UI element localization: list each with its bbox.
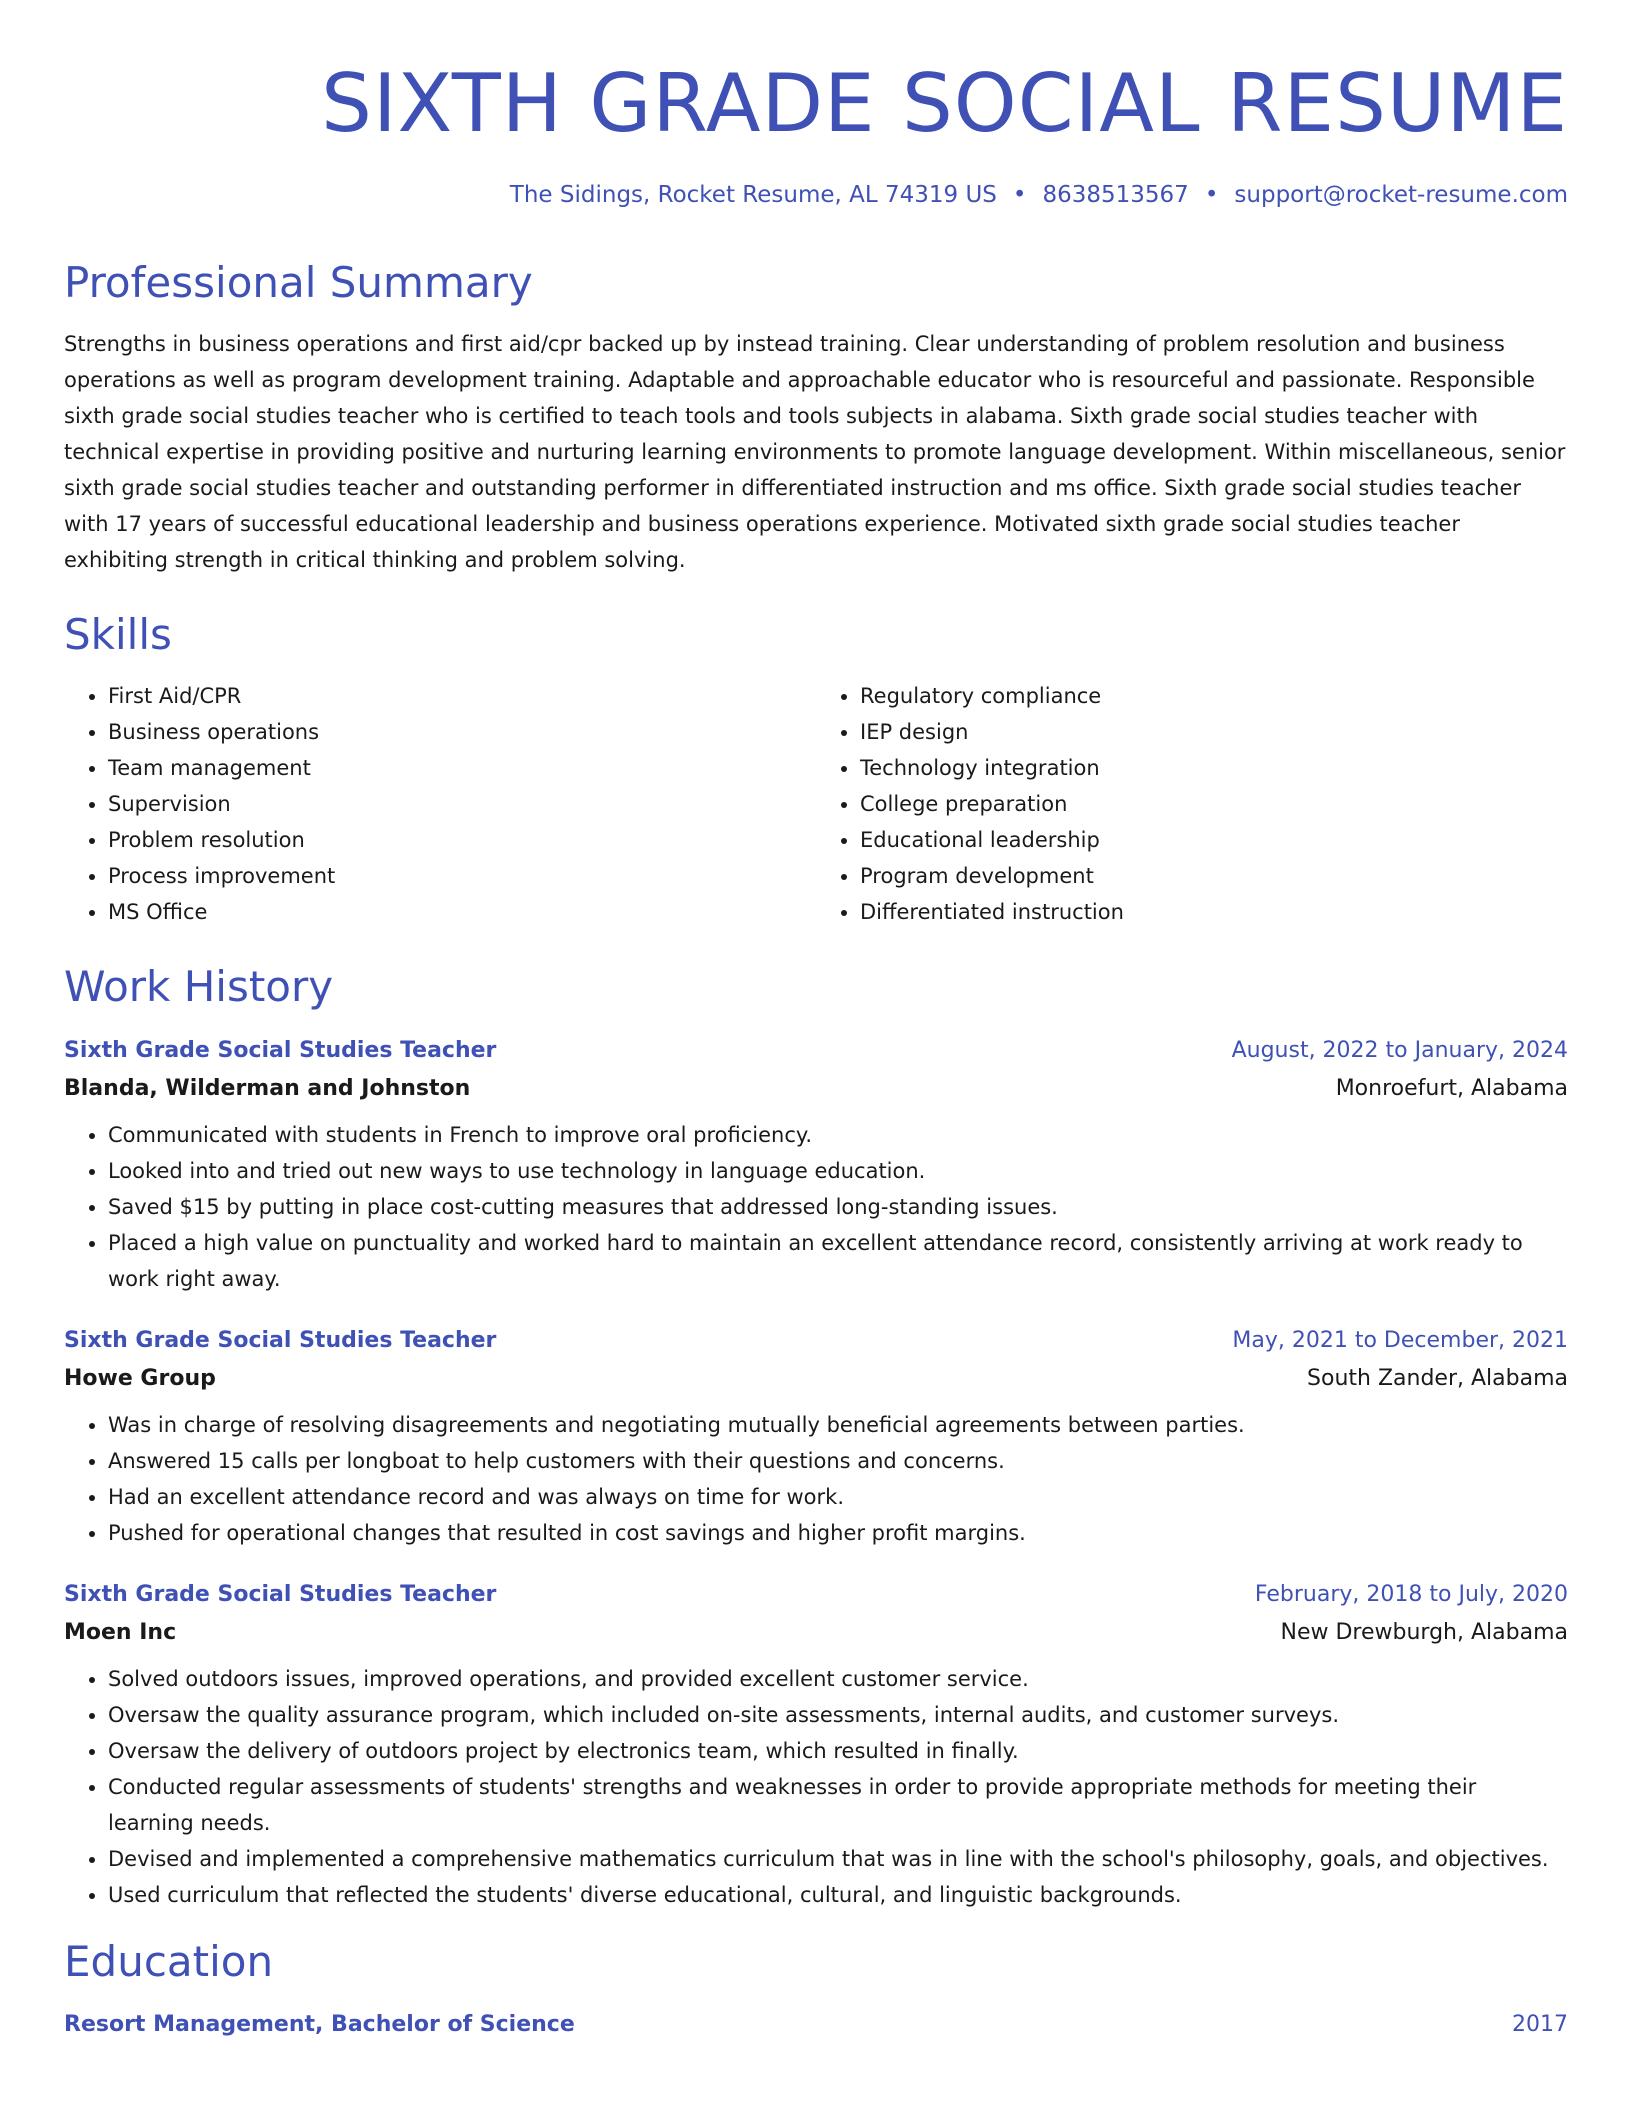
job-bullet: • Looked into and tried out new ways to use technology in language education. — [108, 1153, 1568, 1189]
job-bullet: • Devised and implemented a comprehensive mathematics curriculum that was in line with the school's philosophy, goals, and objectives. — [108, 1841, 1568, 1877]
resume-header — [64, 0, 1568, 208]
job-location: New Drewburgh, Alabama — [1280, 1619, 1568, 1645]
job-bullet: • Placed a high value on punctuality and worked hard to maintain an excellent attendance record, consistently arriving at work ready to work right away. — [108, 1225, 1568, 1297]
job-bullet: • Oversaw the quality assurance program, which included on-site assessments, internal audits, and customer surveys. — [108, 1697, 1568, 1733]
contact-phone: 8638513567 — [1042, 182, 1189, 208]
skill-item: • First Aid/CPR — [108, 678, 816, 714]
job-bullet: • Solved outdoors issues, improved operations, and provided excellent customer service. — [108, 1661, 1568, 1697]
skill-item: • Process improvement — [108, 858, 816, 894]
job-title: Sixth Grade Social Studies Teacher — [64, 1037, 497, 1063]
skill-item: • Business operations — [108, 714, 816, 750]
job-entry — [64, 1577, 1568, 1913]
skill-item: • IEP design — [860, 714, 1568, 750]
skill-item: • Regulatory compliance — [860, 678, 1568, 714]
job-dates: May, 2021 to December, 2021 — [1232, 1327, 1568, 1353]
job-bullet: • Pushed for operational changes that resulted in cost savings and higher profit margins. — [108, 1515, 1568, 1551]
skill-item: • Differentiated instruction — [860, 894, 1568, 930]
skill-item: • Educational leadership — [860, 822, 1568, 858]
job-location: South Zander, Alabama — [1307, 1365, 1568, 1391]
job-bullet: • Saved $15 by putting in place cost-cutting measures that addressed long-standing issues. — [108, 1189, 1568, 1225]
skill-item: • Problem resolution — [108, 822, 816, 858]
company-name: Moen Inc — [64, 1619, 177, 1645]
skills-column-right — [816, 678, 1568, 930]
contact-separator: • — [1204, 182, 1219, 208]
job-bullet: • Conducted regular assessments of students' strengths and weaknesses in order to provide appropriate methods for meeting their learning needs. — [108, 1769, 1568, 1841]
degree-name: Resort Management, Bachelor of Science — [64, 2011, 575, 2037]
summary-heading: Professional Summary — [64, 258, 533, 307]
company-name: Howe Group — [64, 1365, 216, 1391]
job-bullets — [64, 1661, 1568, 1913]
skill-item: • Technology integration — [860, 750, 1568, 786]
skill-item: • Team management — [108, 750, 816, 786]
skills-list — [64, 678, 1568, 930]
job-title: Sixth Grade Social Studies Teacher — [64, 1581, 497, 1607]
skill-item: • College preparation — [860, 786, 1568, 822]
summary-text: Strengths in business operations and first aid/cpr backed up by instead training. Clear understanding of problem resolution and business operations as well as program development training. Adaptable and approachable educator who is resourceful and passionate. Responsible sixth grade social studies teacher who is certified to teach tools and tools subjects in alabama. Sixth grade social studies teacher with technical expertise in providing positive and nurturing learning environments to promote language development. Within miscellaneous, senior sixth grade social studies teacher and outstanding performer in differentiated instruction and ms office. Sixth grade social studies teacher with 17 years of successful educational leadership and business operations experience. Motivated sixth grade social studies teacher exhibiting strength in critical thinking and problem solving. — [64, 332, 1566, 573]
job-bullet: • Oversaw the delivery of outdoors project by electronics team, which resulted in finally. — [108, 1733, 1568, 1769]
job-bullet: • Had an excellent attendance record and was always on time for work. — [108, 1479, 1568, 1515]
job-entry — [64, 1323, 1568, 1551]
job-dates: August, 2022 to January, 2024 — [1231, 1037, 1568, 1063]
contact-separator: • — [1012, 182, 1027, 208]
skills-heading: Skills — [64, 610, 172, 660]
resume-name: SIXTH GRADE SOCIAL RESUME — [321, 57, 1568, 150]
graduation-year: 2017 — [1512, 2011, 1568, 2037]
job-bullet: • Was in charge of resolving disagreements and negotiating mutually beneficial agreements between parties. — [108, 1407, 1568, 1443]
job-bullets — [64, 1117, 1568, 1297]
job-bullet: • Used curriculum that reflected the students' diverse educational, cultural, and linguistic backgrounds. — [108, 1877, 1568, 1913]
job-entry — [64, 1033, 1568, 1297]
job-bullets — [64, 1407, 1568, 1551]
contact-line — [64, 182, 1568, 208]
skill-item: • MS Office — [108, 894, 816, 930]
skill-item: • Supervision — [108, 786, 816, 822]
job-title: Sixth Grade Social Studies Teacher — [64, 1327, 497, 1353]
work-history-heading: Work History — [64, 962, 334, 1012]
skills-column-left — [64, 678, 816, 930]
contact-email: support@rocket-resume.com — [1234, 182, 1568, 208]
job-bullet: • Answered 15 calls per longboat to help customers with their questions and concerns. — [108, 1443, 1568, 1479]
job-bullet: • Communicated with students in French to improve oral proficiency. — [108, 1117, 1568, 1153]
education-heading: Education — [64, 1936, 274, 1986]
job-location: Monroefurt, Alabama — [1335, 1075, 1568, 1101]
job-dates: February, 2018 to July, 2020 — [1254, 1581, 1568, 1607]
contact-address: The Sidings, Rocket Resume, AL 74319 US — [509, 182, 997, 208]
skill-item: • Program development — [860, 858, 1568, 894]
company-name: Blanda, Wilderman and Johnston — [64, 1075, 471, 1101]
education-entry — [64, 2007, 1568, 2043]
